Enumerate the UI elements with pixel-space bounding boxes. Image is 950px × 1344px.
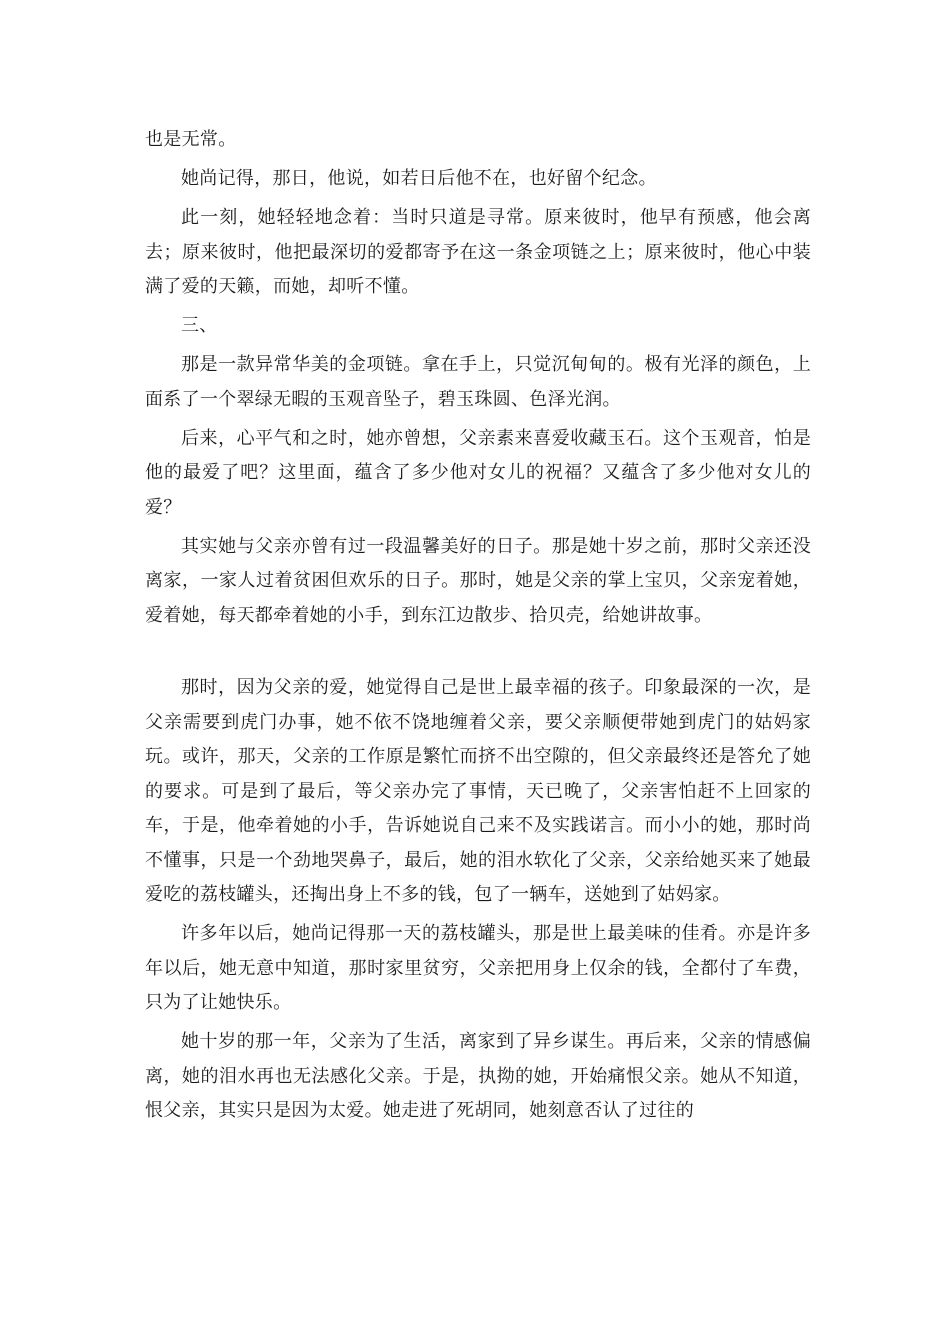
paragraph: 她尚记得，那日，他说，如若日后他不在，也好留个纪念。 — [181, 168, 657, 189]
paragraph: 她十岁的那一年，父亲为了生活，离家到了异乡谋生。再后来，父亲的情感偏离，她的泪水再也无法感化父亲。于是，执拗的她，开始痛恨父亲。她从不知道，恨父亲，其实只是因为太爱。她走进了死胡同，她刻意否认了过往的 — [145, 1031, 811, 1121]
paragraph: 后来，心平气和之时，她亦曾想，父亲素来喜爱收藏玉石。这个玉观音，怕是他的最爱了吧？这里面，蕴含了多少他对女儿的祝福？又蕴含了多少他对女儿的爱？ — [145, 427, 811, 518]
paragraph: 此一刻，她轻轻地念着：当时只道是寻常。原来彼时，他早有预感，他会离去；原来彼时，他把最深切的爱都寄予在这一条金项链之上；原来彼时，他心中装满了爱的天籁，而她，却听不懂。 — [145, 207, 811, 297]
section-heading: 三、 — [181, 315, 218, 336]
paragraph: 那时，因为父亲的爱，她觉得自己是世上最幸福的孩子。印象最深的一次，是父亲需要到虎门办事，她不依不饶地缠着父亲，要父亲顺便带她到虎门的姑妈家玩。或许，那天，父亲的工作原是繁忙而挤不出空隙的，但父亲最终还是答允了她的要求。可是到了最后，等父亲办完了事情，天已晚了，父亲害怕赶不上回家的车，于是，他牵着她的小手，告诉她说自己来不及实践诺言。而小小的她，那时尚不懂事，只是一个劲地哭鼻子，最后，她的泪水软化了父亲，父亲给她买来了她最爱吃的荔枝罐头，还掏出身上不多的钱，包了一辆车，送她到了姑妈家。 — [145, 677, 811, 905]
paragraph: 也是无常。 — [145, 129, 237, 150]
paragraph: 其实她与父亲亦曾有过一段温馨美好的日子。那是她十岁之前，那时父亲还没离家，一家人过着贫困但欢乐的日子。那时，她是父亲的掌上宝贝，父亲宠着她，爱着她，每天都牵着她的小手，到东江边散步、拾贝壳，给她讲故事。 — [145, 535, 811, 626]
paragraph: 许多年以后，她尚记得那一天的荔枝罐头，那是世上最美味的佳肴。亦是许多年以后，她无意中知道，那时家里贫穷，父亲把用身上仅余的钱，全都付了车费，只为了让她快乐。 — [145, 923, 811, 1013]
document-body — [145, 123, 811, 1133]
paragraph: 那是一款异常华美的金项链。拿在手上，只觉沉甸甸的。极有光泽的颜色，上面系了一个翠绿无暇的玉观音坠子，碧玉珠圆、色泽光润。 — [145, 354, 811, 410]
